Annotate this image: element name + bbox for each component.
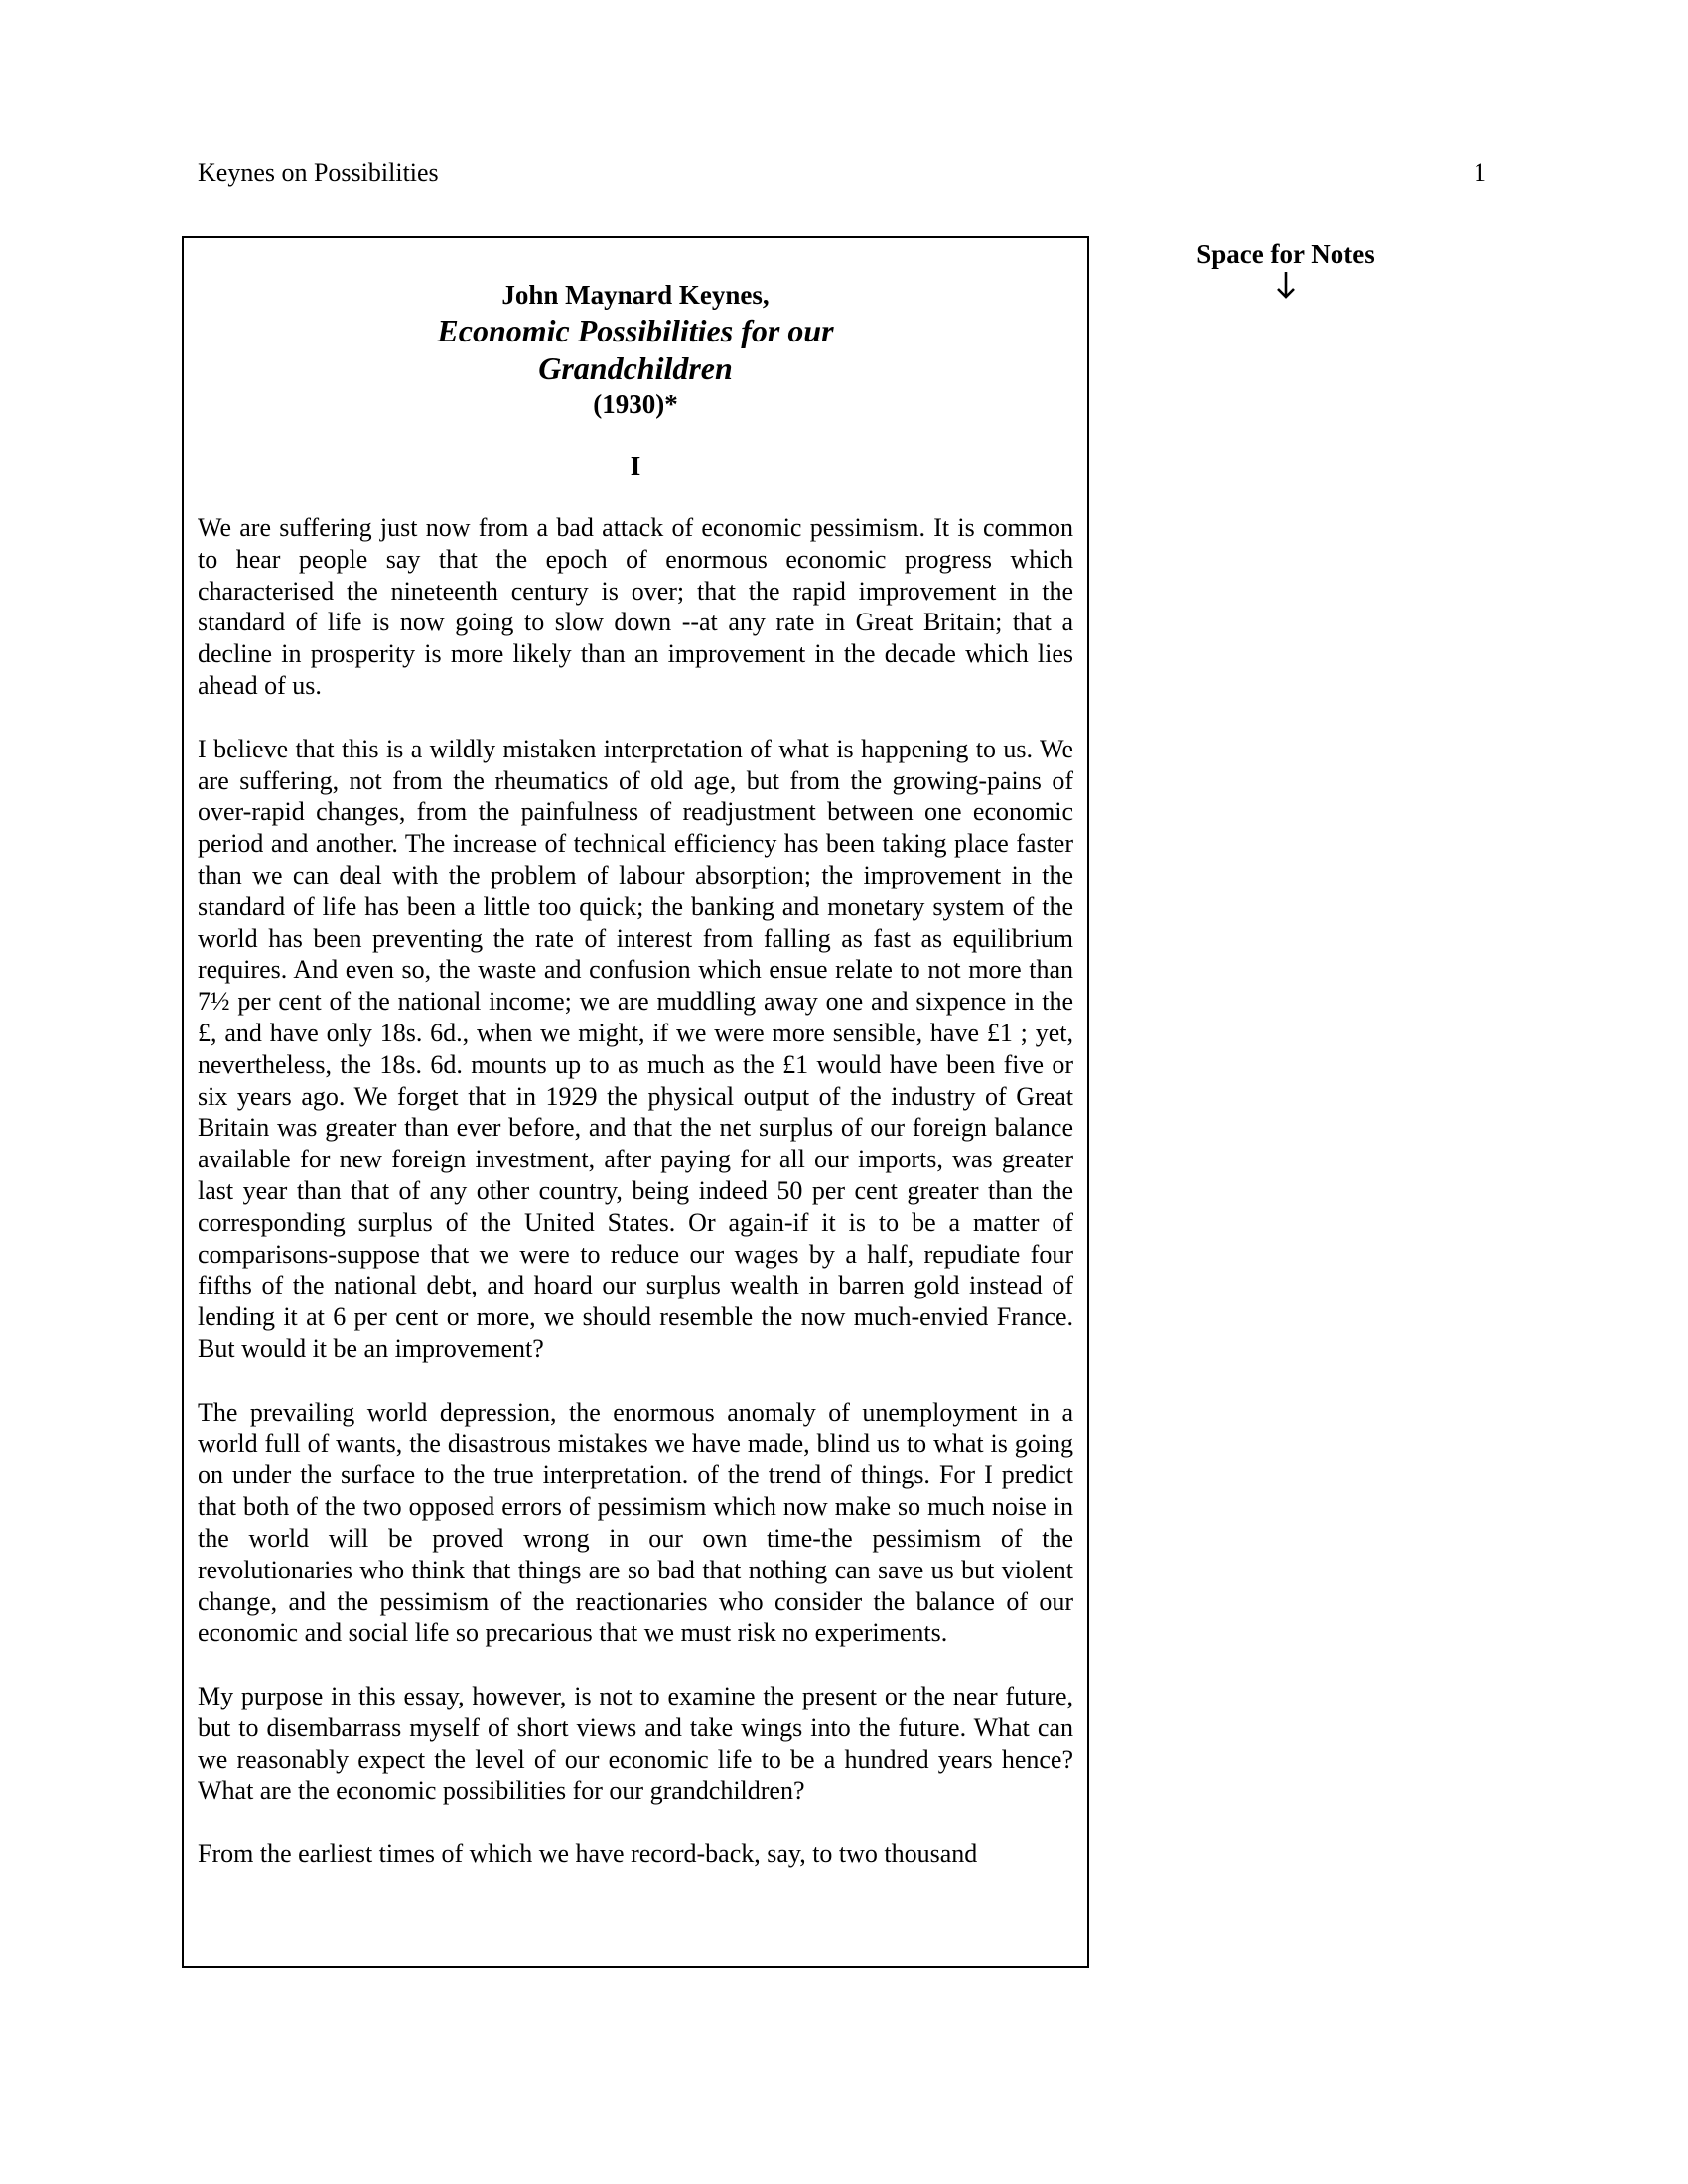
paragraph: We are suffering just now from a bad attack of economic pessimism. It is common to hear people say that the epoch of enormous economic progress which characterised the nineteenth century is over; that the rapid improvement in the standard of life is now going to slow down --at any rate in Great Britain; that a decline in prosperity is more likely than an improvement in the decade which lies ahead of us. [198, 513, 1073, 700]
paragraph: I believe that this is a wildly mistaken interpretation of what is happening to us. We are suffering, not from the rheumatics of old age, but from the growing-pains of over-rapid changes, from the painfulness of readjustment between one economic period and another. The increase of technical efficiency has been taking place faster than we can deal with the problem of labour absorption; the improvement in the standard of life has been a little too quick; the banking and monetary system of the world has been preventing the rate of interest from falling as fast as equilibrium requires. And even so, the waste and confusion which ensue relate to not more than 7½ per cent of the national income; we are muddling away one and sixpence in the £, and have only 18s. 6d., when we might, if we were more sensible, have £1 ; yet, nevertheless, the 18s. 6d. mounts up to as much as the £1 would have been five or six years ago. We forget that in 1929 the physical output of the industry of Great Britain was greater than ever before, and that the net surplus of our foreign balance available for new foreign investment, after paying for all our imports, was greater last year than that of any other country, being indeed 50 per cent greater than the corresponding surplus of the United States. Or again-if it is to be a matter of comparisons-suppose that we were to reduce our wages by a half, repudiate four fifths of the national debt, and hoard our surplus wealth in barren gold instead of lending it at 6 per cent or more, we should resemble the now much-envied France. But would it be an improvement? [198, 734, 1073, 1363]
essay-title [417, 312, 854, 387]
essay-title-line-1: Economic Possibilities for our [437, 313, 834, 348]
paragraph: From the earliest times of which we have record-back, say, to two thousand [198, 1840, 978, 1869]
essay-body [184, 512, 1087, 1870]
paragraph: My purpose in this essay, however, is not to examine the present or the near future, but to disembarrass myself of short views and take wings into the future. What can we reasonably expect the level of our economic life to be a hundred years hence? What are the economic possibilities for our grandchildren? [198, 1682, 1073, 1806]
notes-label: Space for Notes [1196, 239, 1375, 269]
publication-year: (1930)* [593, 389, 678, 419]
paragraph: The prevailing world depression, the enormous anomaly of unemployment in a world full of wants, the disastrous mistakes we have made, blind us to what is going on under the surface to the true interpretation. of the trend of things. For I predict that both of the two opposed errors of pessimism which now make so much noise in the world will be proved wrong in our own time-the pessimism of the revolutionaries who think that things are so bad that nothing can save us but violent change, and the pessimism of the reactionaries who consider the balance of our economic and social life so precarious that we must risk no experiments. [198, 1397, 1073, 1648]
author-name: John Maynard Keynes, [501, 280, 770, 310]
essay-title-line-2: Grandchildren [538, 350, 733, 386]
essay-text-box [182, 236, 1089, 1968]
title-block [184, 278, 1087, 421]
page-number: 1 [1474, 158, 1486, 187]
section-number: I [630, 451, 641, 480]
running-header: Keynes on Possibilities [198, 158, 439, 187]
down-arrow-icon [1275, 270, 1297, 300]
